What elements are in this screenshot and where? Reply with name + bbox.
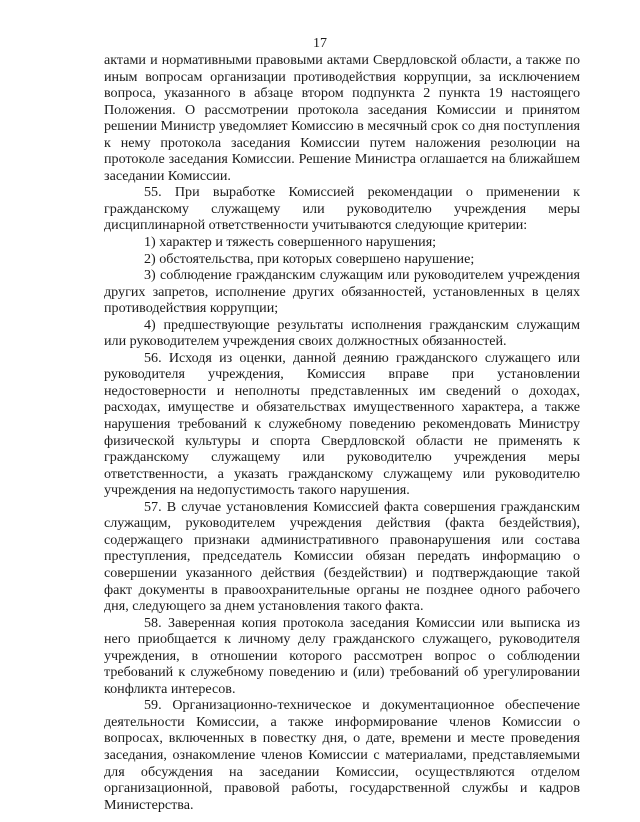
paragraph-58: 58. Заверенная копия протокола заседания Комиссии или выписка из него приобщается к личному делу гражданского служащего, руководителя учреждения, в отношении которого рассмотрен вопрос о соблюдении требований к служебному поведению и (или) требований об урегулировании конфликта интересов. [104,614,580,697]
paragraph-57: 57. В случае установления Комиссией факта совершения гражданским служащим, руководителем учреждения действия (факта бездействия), содержащего признаки административного правонарушения или состава преступления, председатель Комиссии обязан передать информацию о совершении указанного действия (бездействии) и подтверждающие такой факт документы в правоохранительные органы не позднее одного рабочего дня, следующего за днем установления такого факта. [104,498,580,615]
paragraph-55-item-4: 4) предшествующие результаты исполнения гражданским служащим или руководителем учреждения своих должностных обязанностей. [104,316,580,350]
paragraph-55-item-1: 1) характер и тяжесть совершенного нарушения; [144,234,437,251]
paragraph-55-item-2: 2) обстоятельства, при которых совершено нарушение; [144,250,475,267]
paragraph-55-item-3: 3) соблюдение гражданским служащим или руководителем учреждения других запретов, исполнение других обязанностей, установленных в целях противодействия коррупции; [104,267,580,317]
paragraph-56: 56. Исходя из оценки, данной деянию гражданского служащего или руководителя учреждения, Комиссия вправе при установлении недостоверности и неполноты представленных им сведений о доходах, расходах, имуществе и обязательствах имущественного характера, а также нарушения требований к служебному поведению рекомендовать Министру физической культуры и спорта Свердловской области не применять к гражданскому служащему или руководителю учреждения меры ответственности, а указать гражданскому служащему или руководителю учреждения на недопустимость такого нарушения. [104,349,580,499]
paragraph-59: 59. Организационно-техническое и документационное обеспечение деятельности Комиссии, а также информирование членов Комиссии о вопросах, включенных в повестку дня, о дате, времени и месте проведения заседания, ознакомление членов Комиссии с материалами, представляемыми для обсуждения на заседании Комиссии, осуществляются отделом организационной, правовой работы, государственной службы и кадров Министерства. [104,697,580,813]
paragraph-55: 55. При выработке Комиссией рекомендации о применении к гражданскому служащему или руководителю учреждения меры дисциплинарной ответственности учитываются следующие критерии: [104,184,580,234]
document-body [104,52,580,813]
paragraph-continuation: актами и нормативными правовыми актами Свердловской области, а также по иным вопросам организации противодействия коррупции, за исключением вопроса, указанного в абзаце втором подпункта 2 пункта 19 настоящего Положения. О рассмотрении протокола заседания Комиссии и принятом решении Министр уведомляет Комиссию в месячный срок со дня поступления к нему протокола заседания Комиссии путем наложения резолюции на протоколе заседания Комиссии. Решение Министра оглашается на ближайшем заседании Комиссии. [104,52,580,184]
page-number: 17 [313,36,327,51]
